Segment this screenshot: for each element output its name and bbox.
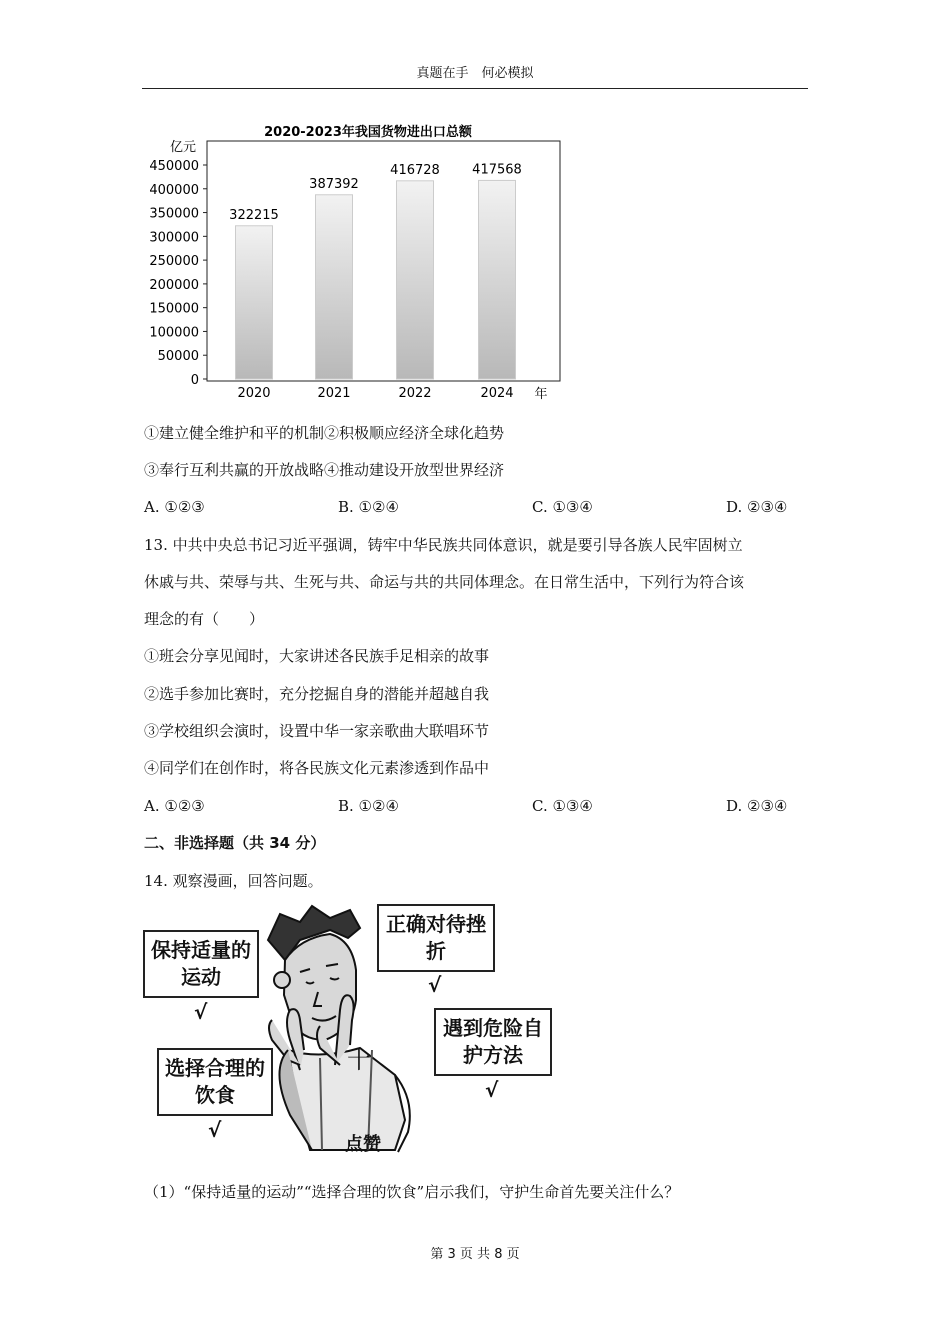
tick-safety: √ <box>485 1078 499 1102</box>
shirt-symbol: 十 <box>347 1046 371 1074</box>
q13-stem-line-2: 休戚与共、荣辱与共、生死与共、命运与共的共同体理念。在日常生活中，下列行为符合该 <box>144 573 745 591</box>
bar-data-label: 416728 <box>390 162 440 178</box>
y-tick-label: 0 <box>190 373 199 388</box>
q13-option-d: D. ②③④ <box>726 797 788 815</box>
x-tick-label: 2022 <box>398 386 432 401</box>
q13-item-4: ④同学们在创作时，将各民族文化元素渗透到作品中 <box>144 759 490 777</box>
bar-chart <box>0 0 950 420</box>
bar-2022 <box>397 181 434 379</box>
chart-title: 2020-2023年我国货物进出口总额 <box>264 125 472 140</box>
q14-title: 14. 观察漫画，回答问题。 <box>144 872 323 890</box>
page-footer: 第 3 页 共 8 页 <box>430 1247 520 1262</box>
tick-setback: √ <box>428 973 442 997</box>
page-header: 真题在手 何必模拟 <box>142 64 808 89</box>
y-tick-label: 300000 <box>149 230 199 246</box>
cartoon-box-diet: 选择合理的饮食 <box>157 1048 273 1116</box>
bar-data-label: 417568 <box>472 162 522 178</box>
y-tick-label: 200000 <box>149 277 199 293</box>
cartoon-caption: 点赞 <box>345 1134 381 1155</box>
bar-2024 <box>479 180 516 379</box>
q12-statement-2: ③奉行互利共赢的开放战略④推动建设开放型世界经济 <box>144 461 505 479</box>
q12-option-c: C. ①③④ <box>532 498 593 516</box>
x-axis-label: 年 <box>534 387 548 402</box>
y-tick-label: 50000 <box>157 349 199 365</box>
q12-option-a: A. ①②③ <box>144 498 205 516</box>
section-heading: 二、非选择题（共 34 分） <box>144 834 326 852</box>
y-tick-label: 450000 <box>149 159 199 174</box>
q13-option-c: C. ①③④ <box>532 797 593 815</box>
bar-2021 <box>316 195 353 379</box>
y-tick-label: 100000 <box>149 325 199 341</box>
q12-option-b: B. ①②④ <box>338 498 399 516</box>
x-tick-label: 2020 <box>237 386 271 401</box>
bar-data-label: 322215 <box>229 207 279 223</box>
cartoon-box-setback: 正确对待挫折 <box>377 904 495 972</box>
q12-statement-1: ①建立健全维护和平的机制②积极顺应经济全球化趋势 <box>144 424 505 442</box>
q14-subquestion-1: （1）“保持适量的运动”“选择合理的饮食”启示我们，守护生命首先要关注什么？ <box>144 1183 680 1201</box>
cartoon-box-safety: 遇到危险自护方法 <box>434 1008 552 1076</box>
q13-item-3: ③学校组织会演时，设置中华一家亲歌曲大联唱环节 <box>144 722 490 740</box>
q13-stem-line-3: 理念的有（ ） <box>144 610 265 628</box>
bar-data-label: 387392 <box>309 176 359 192</box>
tick-diet: √ <box>208 1118 222 1142</box>
y-tick-label: 150000 <box>149 301 199 317</box>
y-tick-label: 400000 <box>149 182 199 198</box>
q13-item-2: ②选手参加比赛时，充分挖掘自身的潜能并超越自我 <box>144 685 490 703</box>
q13-option-a: A. ①②③ <box>144 797 205 815</box>
y-tick-label: 250000 <box>149 254 199 270</box>
q13-item-1: ①班会分享见闻时，大家讲述各民族手足相亲的故事 <box>144 647 490 665</box>
tick-exercise: √ <box>194 1000 208 1024</box>
q13-stem-line-1: 13. 中共中央总书记习近平强调，铸牢中华民族共同体意识，就是要引导各族人民牢固树立 <box>144 536 743 554</box>
q12-option-d: D. ②③④ <box>726 498 788 516</box>
x-tick-label: 2024 <box>480 386 514 401</box>
x-tick-label: 2021 <box>317 386 351 401</box>
y-tick-label: 350000 <box>149 206 199 222</box>
cartoon-box-exercise: 保持适量的运动 <box>143 930 259 998</box>
y-axis-label: 亿元 <box>169 140 197 155</box>
bar-2020 <box>236 226 273 379</box>
q13-option-b: B. ①②④ <box>338 797 399 815</box>
